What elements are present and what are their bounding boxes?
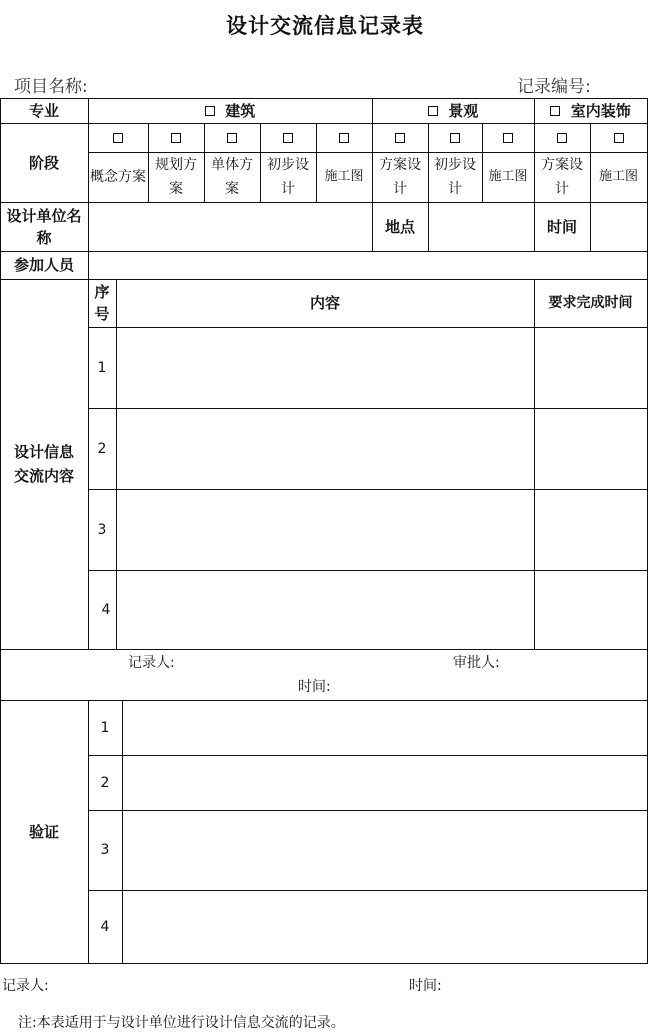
stage-name: 初步设计 [434, 157, 476, 197]
checkbox-icon[interactable] [395, 133, 405, 143]
verify-row-number: 2 [100, 774, 110, 791]
row-number: 2 [97, 440, 107, 457]
checkbox-icon[interactable] [171, 133, 181, 143]
verify-label: 验证 [28, 822, 59, 841]
specialty-label-landscape: 景观 [448, 101, 479, 120]
form-note: 注:本表适用于与设计单位进行设计信息交流的记录。 [18, 1015, 345, 1031]
deadline-field[interactable] [534, 570, 647, 649]
verify-row-number: 3 [100, 842, 110, 858]
footer-recorder-label: 记录人: [2, 978, 49, 994]
time-field[interactable] [590, 202, 647, 251]
checkbox-icon[interactable] [113, 133, 123, 143]
verify-field[interactable] [122, 890, 647, 963]
design-unit-label: 设计单位名称 [6, 206, 82, 247]
stage-checkbox-10[interactable] [590, 123, 647, 152]
stage-label: 阶段 [28, 153, 59, 172]
content-field[interactable] [116, 570, 534, 649]
col-number-header: 序号 [94, 283, 110, 323]
design-unit-field[interactable] [88, 202, 372, 251]
record-number-label: 记录编号: [517, 77, 591, 97]
checkbox-interior[interactable] [550, 106, 560, 116]
checkbox-icon[interactable] [614, 133, 624, 143]
checkbox-icon[interactable] [227, 133, 237, 143]
deadline-field[interactable] [534, 408, 647, 489]
specialty-option-architecture[interactable] [88, 98, 372, 123]
stage-name: 规划方案 [155, 157, 197, 197]
stage-name: 概念方案 [90, 169, 146, 185]
col-deadline-header: 要求完成时间 [548, 295, 633, 311]
checkbox-landscape[interactable] [428, 106, 438, 116]
stage-name: 方案设计 [541, 157, 583, 197]
verify-field[interactable] [122, 755, 647, 810]
stage-checkbox-3[interactable] [204, 123, 260, 152]
stage-checkbox-4[interactable] [260, 123, 316, 152]
row-number: 3 [97, 521, 107, 538]
time-label: 时间 [546, 217, 577, 236]
row-number: 1 [97, 359, 107, 376]
verify-row-number: 4 [100, 918, 110, 935]
stage-checkbox-7[interactable] [428, 123, 482, 152]
col-content-header: 内容 [309, 294, 340, 312]
row-number: 4 [101, 601, 111, 618]
stage-checkbox-6[interactable] [372, 123, 428, 152]
stage-checkbox-9[interactable] [534, 123, 590, 152]
specialty-option-landscape[interactable] [372, 98, 534, 123]
deadline-field[interactable] [534, 327, 647, 408]
verify-field[interactable] [122, 700, 647, 755]
checkbox-icon[interactable] [339, 133, 349, 143]
checkbox-icon[interactable] [450, 133, 460, 143]
stage-name: 施工图 [598, 169, 638, 184]
footer-time-label: 时间: [409, 978, 442, 994]
checkbox-architecture[interactable] [205, 106, 215, 116]
specialty-label: 专业 [28, 101, 59, 120]
specialty-label-architecture: 建筑 [225, 101, 256, 120]
recorder-label: 记录人: [128, 655, 175, 671]
stage-checkbox-1[interactable] [88, 123, 148, 152]
sign-time-label: 时间: [298, 679, 331, 695]
content-field[interactable] [116, 489, 534, 570]
stage-name: 单体方案 [211, 157, 253, 197]
checkbox-icon[interactable] [503, 133, 513, 143]
location-label: 地点 [384, 217, 415, 236]
content-field[interactable] [116, 327, 534, 408]
verify-field[interactable] [122, 810, 647, 890]
stage-checkbox-8[interactable] [482, 123, 534, 152]
project-name-label: 项目名称: [14, 77, 88, 97]
specialty-option-interior[interactable] [534, 98, 647, 123]
stage-checkbox-5[interactable] [316, 123, 372, 152]
stage-checkbox-2[interactable] [148, 123, 204, 152]
checkbox-icon[interactable] [283, 133, 293, 143]
content-field[interactable] [116, 408, 534, 489]
verify-row-number: 1 [100, 719, 110, 736]
participants-field[interactable] [88, 251, 647, 279]
checkbox-icon[interactable] [557, 133, 567, 143]
stage-name: 施工图 [488, 169, 528, 184]
participants-label: 参加人员 [13, 256, 74, 274]
content-section-label: 设计信息交流内容 [13, 443, 74, 485]
stage-name: 初步设计 [267, 157, 309, 197]
specialty-label-interior: 室内装饰 [570, 101, 631, 120]
deadline-field[interactable] [534, 489, 647, 570]
stage-name: 施工图 [324, 169, 364, 184]
approver-label: 审批人: [453, 655, 500, 671]
stage-name: 方案设计 [379, 157, 421, 197]
form-title: 设计交流信息记录表 [226, 14, 424, 38]
location-field[interactable] [428, 202, 534, 251]
